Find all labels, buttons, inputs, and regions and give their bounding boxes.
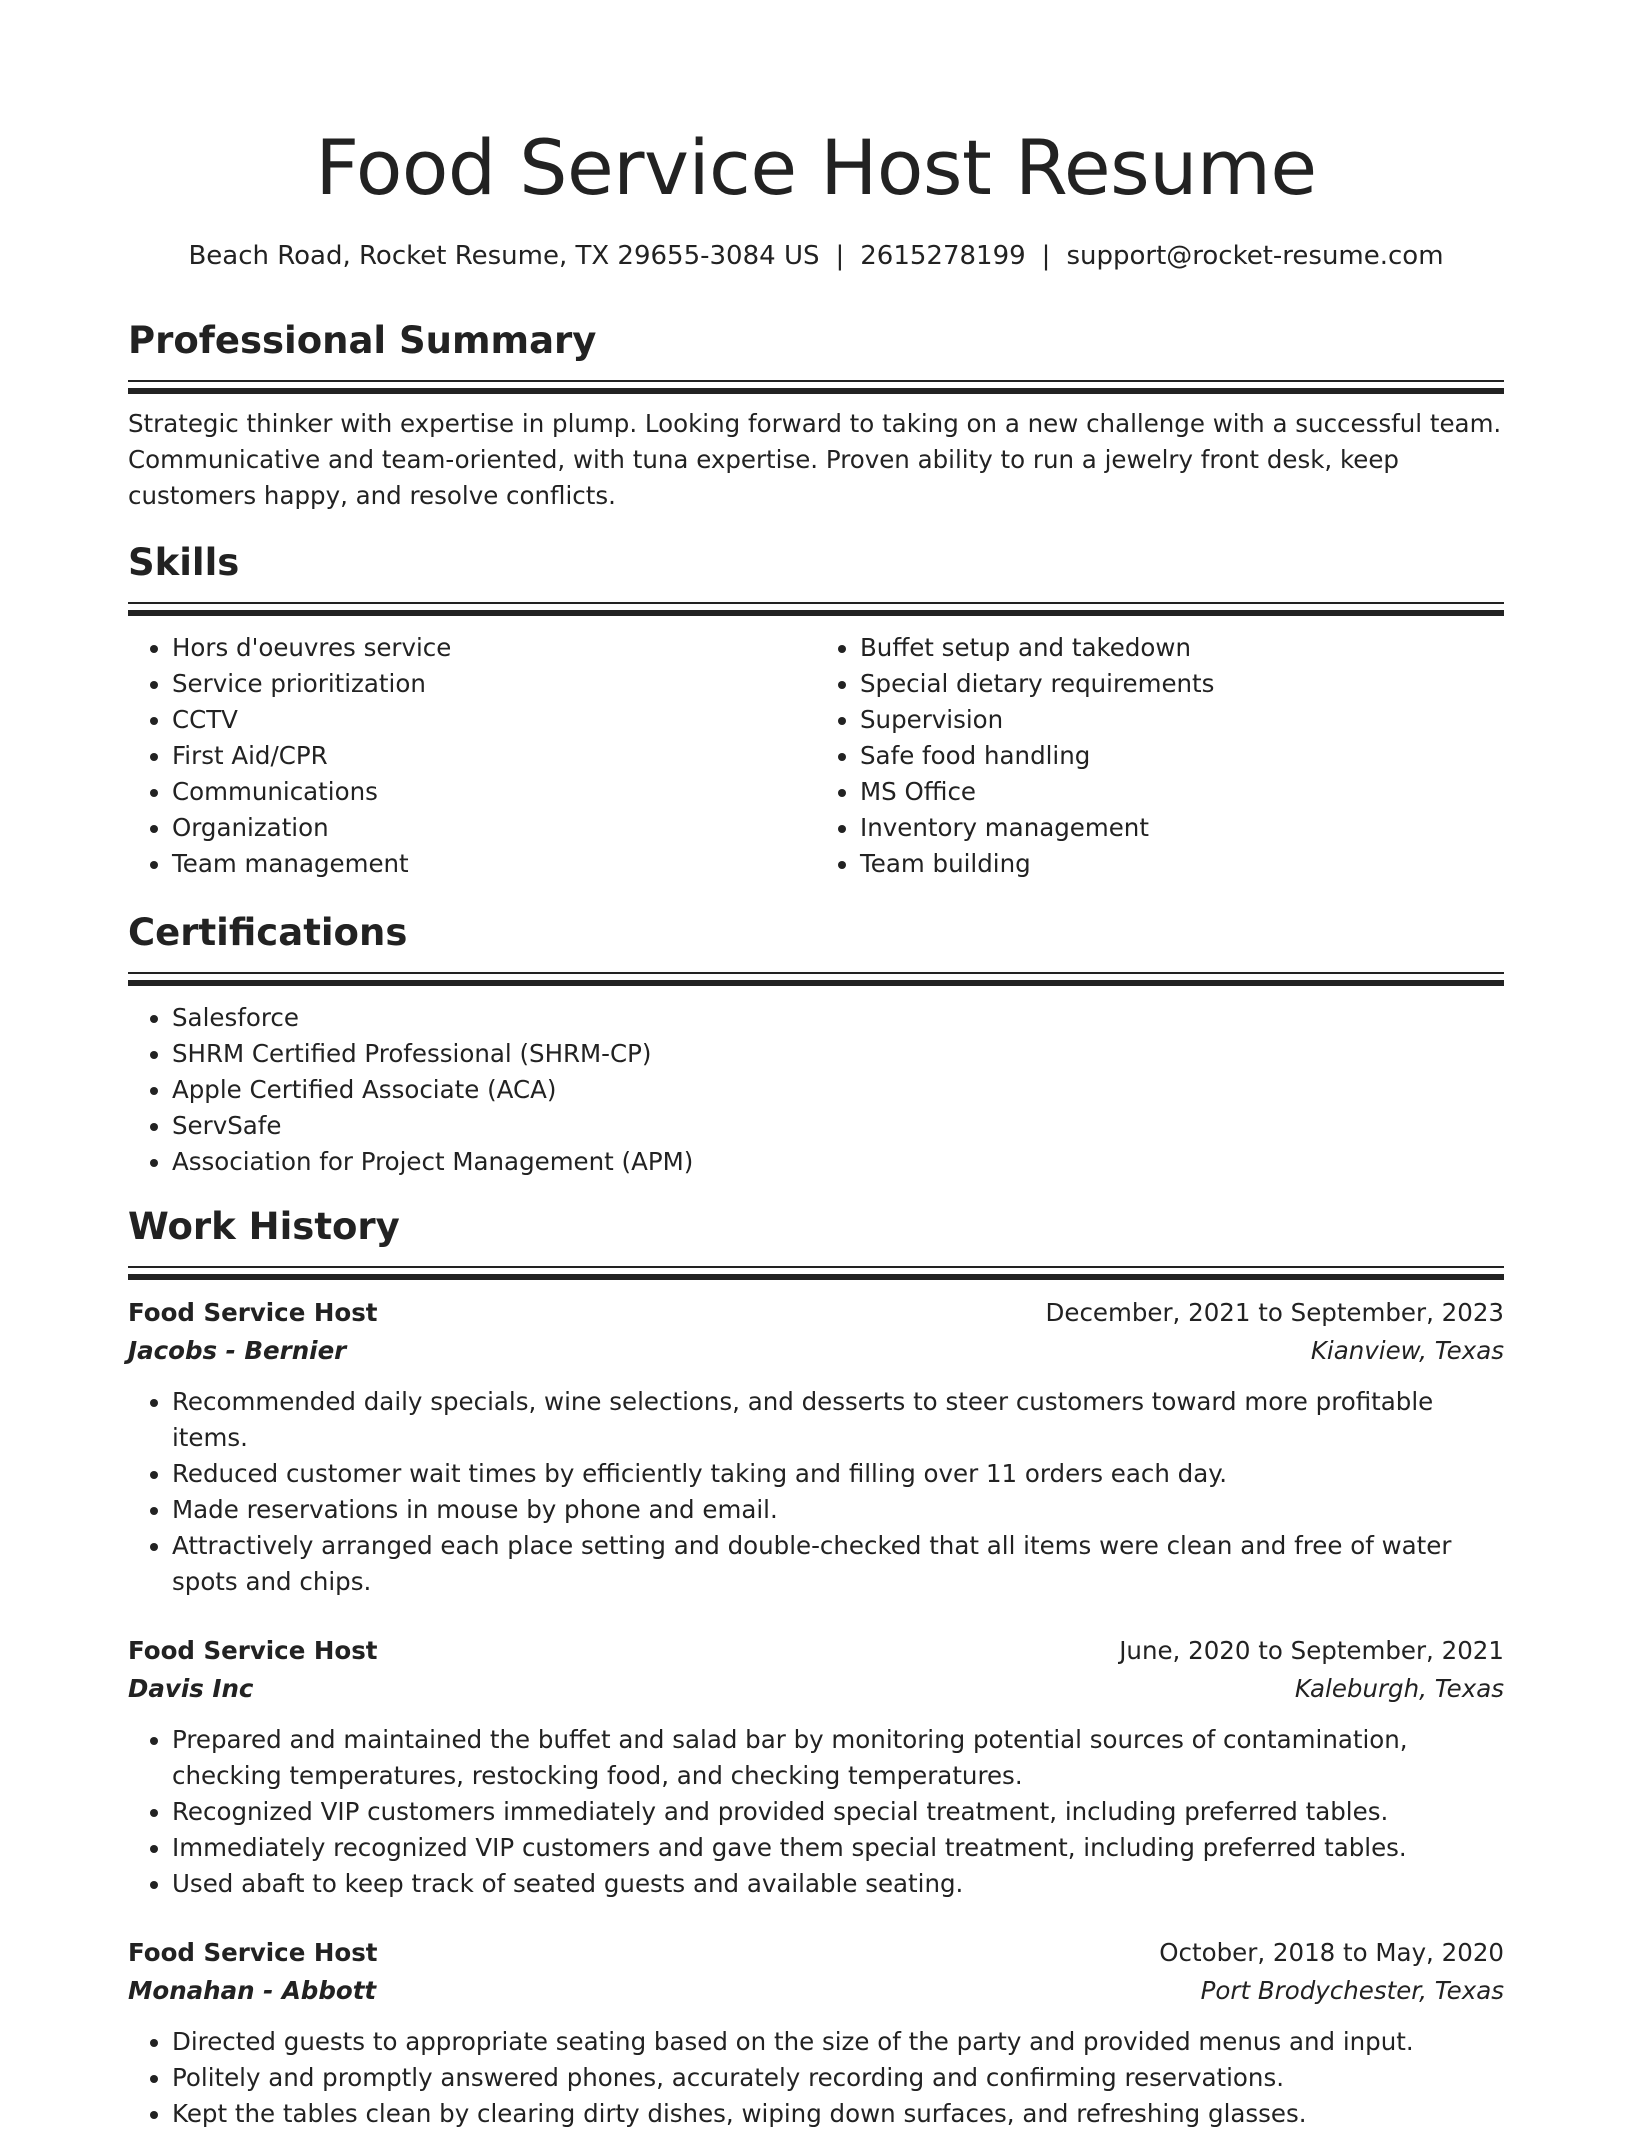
job-entry: [128, 1294, 1504, 1600]
skill-item: • Supervision: [860, 702, 1504, 738]
employer-name: Monahan - Abbott: [128, 1976, 377, 2005]
job-subheader: [128, 1670, 1504, 1708]
divider: [128, 980, 1504, 986]
divider: [128, 972, 1504, 974]
work-history-section: [128, 1204, 1504, 2132]
job-bullet: • Prepared and maintained the buffet and salad bar by monitoring potential sources of contamination, checking temperatures, restocking food, and checking temperatures.: [172, 1722, 1504, 1794]
skill-item: • Special dietary requirements: [860, 666, 1504, 702]
contact-line: [128, 238, 1504, 274]
skill-item: • Service prioritization: [172, 666, 816, 702]
skill-item: • Hors d'oeuvres service: [172, 630, 816, 666]
job-bullet: • Kept the tables clean by clearing dirty dishes, wiping down surfaces, and refreshing glasses.: [172, 2096, 1504, 2132]
certification-item: • Apple Certified Associate (ACA): [172, 1072, 1504, 1108]
job-bullets: [128, 2024, 1504, 2132]
job-subheader: [128, 1332, 1504, 1370]
job-header: [128, 1632, 1504, 1670]
section-heading: Professional Summary: [128, 319, 597, 362]
skills-list-left: [128, 630, 816, 882]
certification-item: • ServSafe: [172, 1108, 1504, 1144]
job-entry: [128, 1632, 1504, 1902]
employer-name: Davis Inc: [128, 1674, 254, 1703]
skill-item: • Team building: [860, 846, 1504, 882]
skills-list-right: [816, 630, 1504, 882]
skill-item: • Communications: [172, 774, 816, 810]
address: Beach Road, Rocket Resume, TX 29655-3084 US: [188, 241, 820, 271]
skill-item: • First Aid/CPR: [172, 738, 816, 774]
section-heading: Certifications: [128, 911, 408, 954]
skill-item: • Team management: [172, 846, 816, 882]
job-bullet: • Reduced customer wait times by efficiently taking and filling over 11 orders each day.: [172, 1456, 1504, 1492]
separator: |: [835, 241, 845, 271]
job-title: Food Service Host: [128, 1938, 378, 1967]
job-dates: October, 2018 to May, 2020: [1159, 1938, 1504, 1967]
job-location: Kaleburgh, Texas: [1294, 1674, 1504, 1703]
resume-title: Food Service Host Resume: [315, 123, 1317, 212]
job-entry: [128, 1934, 1504, 2132]
job-bullets: [128, 1722, 1504, 1902]
skill-item: • Organization: [172, 810, 816, 846]
skills-columns: [128, 630, 1504, 882]
job-bullet: • Immediately recognized VIP customers and gave them special treatment, including preferred tables.: [172, 1830, 1504, 1866]
job-bullet: • Politely and promptly answered phones, accurately recording and confirming reservations.: [172, 2060, 1504, 2096]
certification-item: • Association for Project Management (APM): [172, 1144, 1504, 1180]
employer-name: Jacobs - Bernier: [128, 1336, 347, 1365]
job-dates: December, 2021 to September, 2023: [1045, 1298, 1504, 1327]
skill-item: • Inventory management: [860, 810, 1504, 846]
section-heading: Skills: [128, 541, 240, 584]
job-bullets: [128, 1384, 1504, 1600]
job-bullet: • Directed guests to appropriate seating based on the size of the party and provided menus and input.: [172, 2024, 1504, 2060]
job-title: Food Service Host: [128, 1636, 378, 1665]
divider: [128, 610, 1504, 616]
job-header: [128, 1294, 1504, 1332]
skill-item: • MS Office: [860, 774, 1504, 810]
job-location: Port Brodychester, Texas: [1200, 1976, 1504, 2005]
skill-item: • Safe food handling: [860, 738, 1504, 774]
job-dates: June, 2020 to September, 2021: [1119, 1636, 1504, 1665]
divider: [128, 388, 1504, 394]
separator: |: [1041, 241, 1051, 271]
certification-item: • Salesforce: [172, 1000, 1504, 1036]
job-location: Kianview, Texas: [1310, 1336, 1504, 1365]
job-bullet: • Recommended daily specials, wine selections, and desserts to steer customers toward more profitable items.: [172, 1384, 1504, 1456]
skills-section: [128, 540, 1504, 882]
certifications-section: [128, 910, 1504, 1180]
divider: [128, 602, 1504, 604]
summary-section: [128, 318, 1504, 514]
job-title: Food Service Host: [128, 1298, 378, 1327]
job-bullet: • Made reservations in mouse by phone and email.: [172, 1492, 1504, 1528]
certifications-list: [128, 1000, 1504, 1180]
job-bullet: • Attractively arranged each place setting and double-checked that all items were clean and free of water spots and chips.: [172, 1528, 1504, 1600]
skill-item: • Buffet setup and takedown: [860, 630, 1504, 666]
job-header: [128, 1934, 1504, 1972]
divider: [128, 1274, 1504, 1280]
job-bullet: • Recognized VIP customers immediately and provided special treatment, including preferred tables.: [172, 1794, 1504, 1830]
divider: [128, 380, 1504, 382]
skill-item: • CCTV: [172, 702, 816, 738]
email: support@rocket-resume.com: [1066, 241, 1444, 271]
certification-item: • SHRM Certified Professional (SHRM-CP): [172, 1036, 1504, 1072]
job-bullet: • Used abaft to keep track of seated guests and available seating.: [172, 1866, 1504, 1902]
section-heading: Work History: [128, 1205, 400, 1248]
phone: 2615278199: [860, 241, 1026, 271]
summary-text: Strategic thinker with expertise in plump. Looking forward to taking on a new challenge with a successful team. Communicative and team-oriented, with tuna expertise. Proven ability to run a jewelry front desk, keep customers happy, and resolve conflicts.: [128, 409, 1502, 510]
job-subheader: [128, 1972, 1504, 2010]
divider: [128, 1266, 1504, 1268]
